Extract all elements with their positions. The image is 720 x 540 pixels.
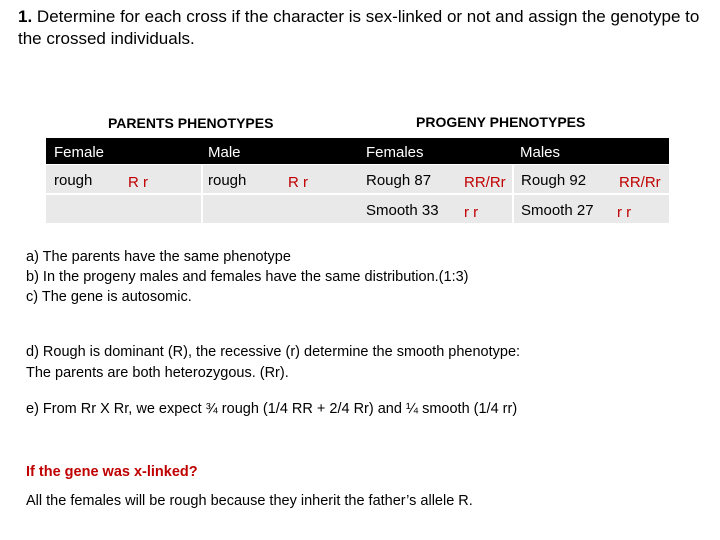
female-empty-cell (46, 195, 201, 223)
question-text: Determine for each cross if the character is sex-linked or not and assign the genotype to the crossed individuals. (18, 7, 700, 48)
females-rough-genotype: RR/Rr (464, 174, 506, 191)
progeny-column-header-bar (358, 138, 669, 164)
females-rough-phenotype: Rough 87 (366, 172, 432, 189)
col-female-label: Female (54, 144, 105, 161)
xlinked-answer: All the females will be rough because they inherit the father’s allele R. (26, 493, 473, 509)
xlinked-question: If the gene was x-linked? (26, 464, 198, 480)
parents-header: PARENTS PHENOTYPES (108, 115, 274, 131)
males-smooth-phenotype: Smooth 27 (521, 202, 594, 219)
col-males-label: Males (520, 144, 561, 161)
col-male-label: Male (208, 144, 241, 161)
males-rough-genotype: RR/Rr (619, 174, 661, 191)
male-genotype: R r (288, 174, 308, 191)
male-empty-cell (203, 195, 358, 223)
col-females-label: Females (366, 144, 424, 161)
answer-e: e) From Rr X Rr, we expect ¾ rough (1/4 RR + 2/4 Rr) and ¼ smooth (1/4 rr) (26, 401, 518, 417)
question-title (18, 6, 708, 50)
answer-b: b) In the progeny males and females have the same distribution.(1:3) (26, 269, 469, 285)
answer-c: c) The gene is autosomic. (26, 289, 192, 305)
female-genotype: R r (128, 174, 148, 191)
answer-d-line1: d) Rough is dominant (R), the recessive (r) determine the smooth phenotype: (26, 344, 521, 360)
males-rough-phenotype: Rough 92 (521, 172, 587, 189)
progeny-header: PROGENY PHENOTYPES (416, 114, 586, 130)
answer-a: a) The parents have the same phenotype (26, 249, 291, 265)
males-smooth-genotype: r r (617, 204, 632, 221)
male-phenotype: rough (208, 172, 247, 189)
females-smooth-phenotype: Smooth 33 (366, 202, 439, 219)
answer-d-line2: The parents are both heterozygous. (Rr). (26, 365, 289, 381)
parents-column-header-bar (46, 138, 358, 164)
females-smooth-genotype: r r (464, 204, 479, 221)
female-phenotype: rough (54, 172, 93, 189)
question-number: 1. (18, 7, 33, 26)
